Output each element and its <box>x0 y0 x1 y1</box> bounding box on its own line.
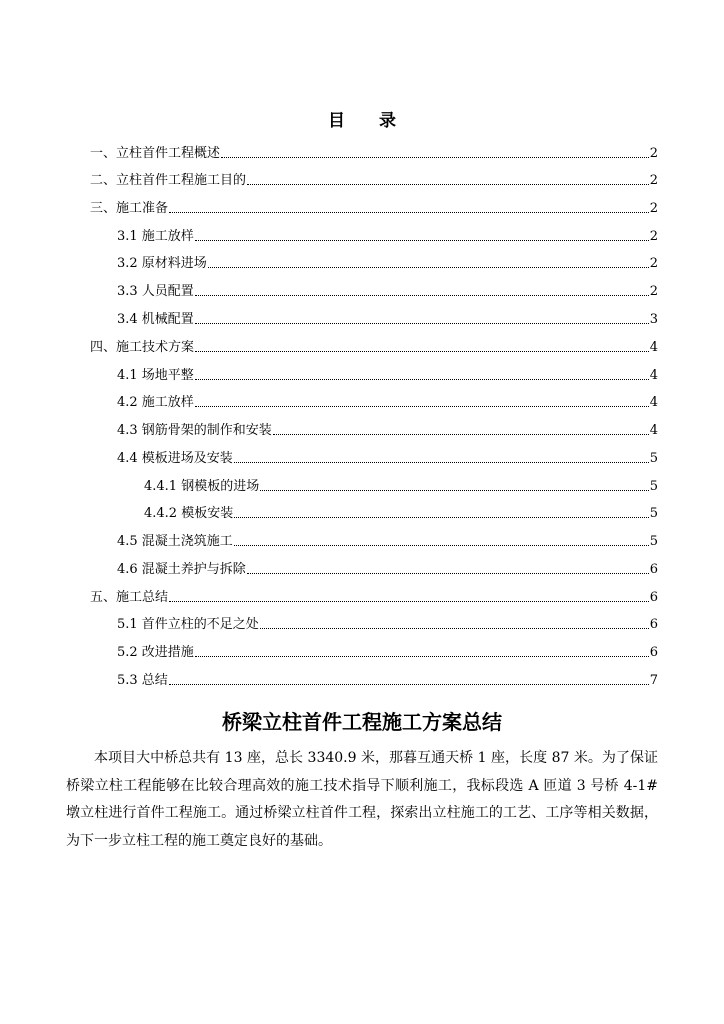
toc-leader <box>195 656 649 657</box>
toc-entry-label: 4.4.2 模板安装 <box>144 506 234 521</box>
document-title: 桥梁立柱首件工程施工方案总结 <box>222 710 502 734</box>
toc-leader <box>169 684 649 685</box>
toc-entry-page: 2 <box>649 256 658 271</box>
toc-leader <box>195 240 649 241</box>
toc-entry-label: 4.2 施工放样 <box>117 395 194 410</box>
toc-entry[interactable] <box>117 560 658 578</box>
toc-entry[interactable] <box>117 421 658 439</box>
toc-leader <box>260 490 649 491</box>
toc-entry[interactable] <box>90 199 658 217</box>
toc-leader <box>221 157 649 158</box>
toc-entry-label: 5.1 首件立柱的不足之处 <box>117 617 259 632</box>
toc-entry-label: 四、施工技术方案 <box>90 340 195 355</box>
toc-entry[interactable] <box>117 671 658 689</box>
toc-entry-label: 4.5 混凝土浇筑施工 <box>117 534 233 549</box>
toc-entry-page: 3 <box>649 312 658 327</box>
toc-entry-label: 4.1 场地平整 <box>117 368 194 383</box>
toc-entry[interactable] <box>117 615 658 633</box>
toc-leader <box>247 184 649 185</box>
toc-entry-page: 4 <box>649 423 658 438</box>
toc-entry[interactable] <box>117 643 658 661</box>
toc-entry-page: 5 <box>649 534 658 549</box>
toc-entry-page: 4 <box>649 395 658 410</box>
toc-leader <box>195 323 649 324</box>
toc-entry-page: 6 <box>649 617 658 632</box>
toc-leader <box>234 517 649 518</box>
toc-entry[interactable] <box>117 254 658 272</box>
toc-entry-label: 5.2 改进措施 <box>117 645 194 660</box>
toc-title: 目 录 <box>328 111 410 131</box>
toc-entry-label: 3.3 人员配置 <box>117 284 194 299</box>
toc-leader <box>234 545 649 546</box>
toc-leader <box>195 351 649 352</box>
toc-entry-page: 2 <box>649 284 658 299</box>
toc-leader <box>260 628 649 629</box>
toc-leader <box>169 212 649 213</box>
toc-entry-label: 五、施工总结 <box>90 590 169 605</box>
toc-entry-label: 3.1 施工放样 <box>117 229 194 244</box>
toc-entry-page: 6 <box>649 645 658 660</box>
toc-entry-label: 3.2 原材料进场 <box>117 256 207 271</box>
toc-leader <box>247 573 649 574</box>
toc-entry-label: 4.3 钢筋骨架的制作和安装 <box>117 423 272 438</box>
toc-entry-page: 5 <box>649 479 658 494</box>
toc-entry-label: 三、施工准备 <box>90 201 169 216</box>
toc-entry[interactable] <box>117 449 658 467</box>
toc-leader <box>195 406 649 407</box>
toc-entry[interactable] <box>144 477 658 495</box>
toc-entry[interactable] <box>117 282 658 300</box>
toc-entry[interactable] <box>117 227 658 245</box>
toc-entry-page: 7 <box>649 673 658 688</box>
toc-entry[interactable] <box>117 310 658 328</box>
toc-entry[interactable] <box>90 338 658 356</box>
toc-entry-page: 2 <box>649 229 658 244</box>
toc-entry-page: 2 <box>649 146 658 161</box>
toc-leader <box>195 295 649 296</box>
toc-entry-page: 2 <box>649 173 658 188</box>
toc-entry-label: 3.4 机械配置 <box>117 312 194 327</box>
toc-entry-page: 5 <box>649 506 658 521</box>
toc-entry-label: 4.4.1 钢模板的进场 <box>144 479 260 494</box>
toc-leader <box>208 267 649 268</box>
toc-leader <box>195 379 649 380</box>
toc-entry[interactable] <box>144 504 658 522</box>
toc-entry[interactable] <box>90 171 658 189</box>
toc-entry[interactable] <box>90 144 658 162</box>
toc-entry-label: 4.4 模板进场及安装 <box>117 451 233 466</box>
toc-entry-label: 一、立柱首件工程概述 <box>90 146 221 161</box>
toc-entry-page: 6 <box>649 562 658 577</box>
toc-leader <box>234 462 649 463</box>
toc-entry-page: 6 <box>649 590 658 605</box>
toc-entry[interactable] <box>117 393 658 411</box>
toc-leader <box>169 601 649 602</box>
toc-entry-label: 5.3 总结 <box>117 673 168 688</box>
toc-entry-label: 4.6 混凝土养护与拆除 <box>117 562 246 577</box>
toc-entry[interactable] <box>117 532 658 550</box>
toc-entry[interactable] <box>90 588 658 606</box>
toc-entry-page: 2 <box>649 201 658 216</box>
toc-entry-page: 4 <box>649 340 658 355</box>
toc-leader <box>273 434 649 435</box>
body-paragraph: 本项目大中桥总共有 13 座，总长 3340.9 米，那暮互通天桥 1 座，长度 87 米。为了保证桥梁立柱工程能够在比较合理高效的施工技术指导下顺利施工，我标段选 A 匝道 3 号桥 4-1# 墩立柱进行首件工程施工。通过桥梁立柱首件工程，探索出立柱施工的工艺、工序等相关数据，为下一步立柱工程的施工奠定良好的基础。 <box>66 750 658 849</box>
toc-entry-page: 5 <box>649 451 658 466</box>
toc-entry-page: 4 <box>649 368 658 383</box>
toc-entry[interactable] <box>117 366 658 384</box>
toc-entry-label: 二、立柱首件工程施工目的 <box>90 173 247 188</box>
